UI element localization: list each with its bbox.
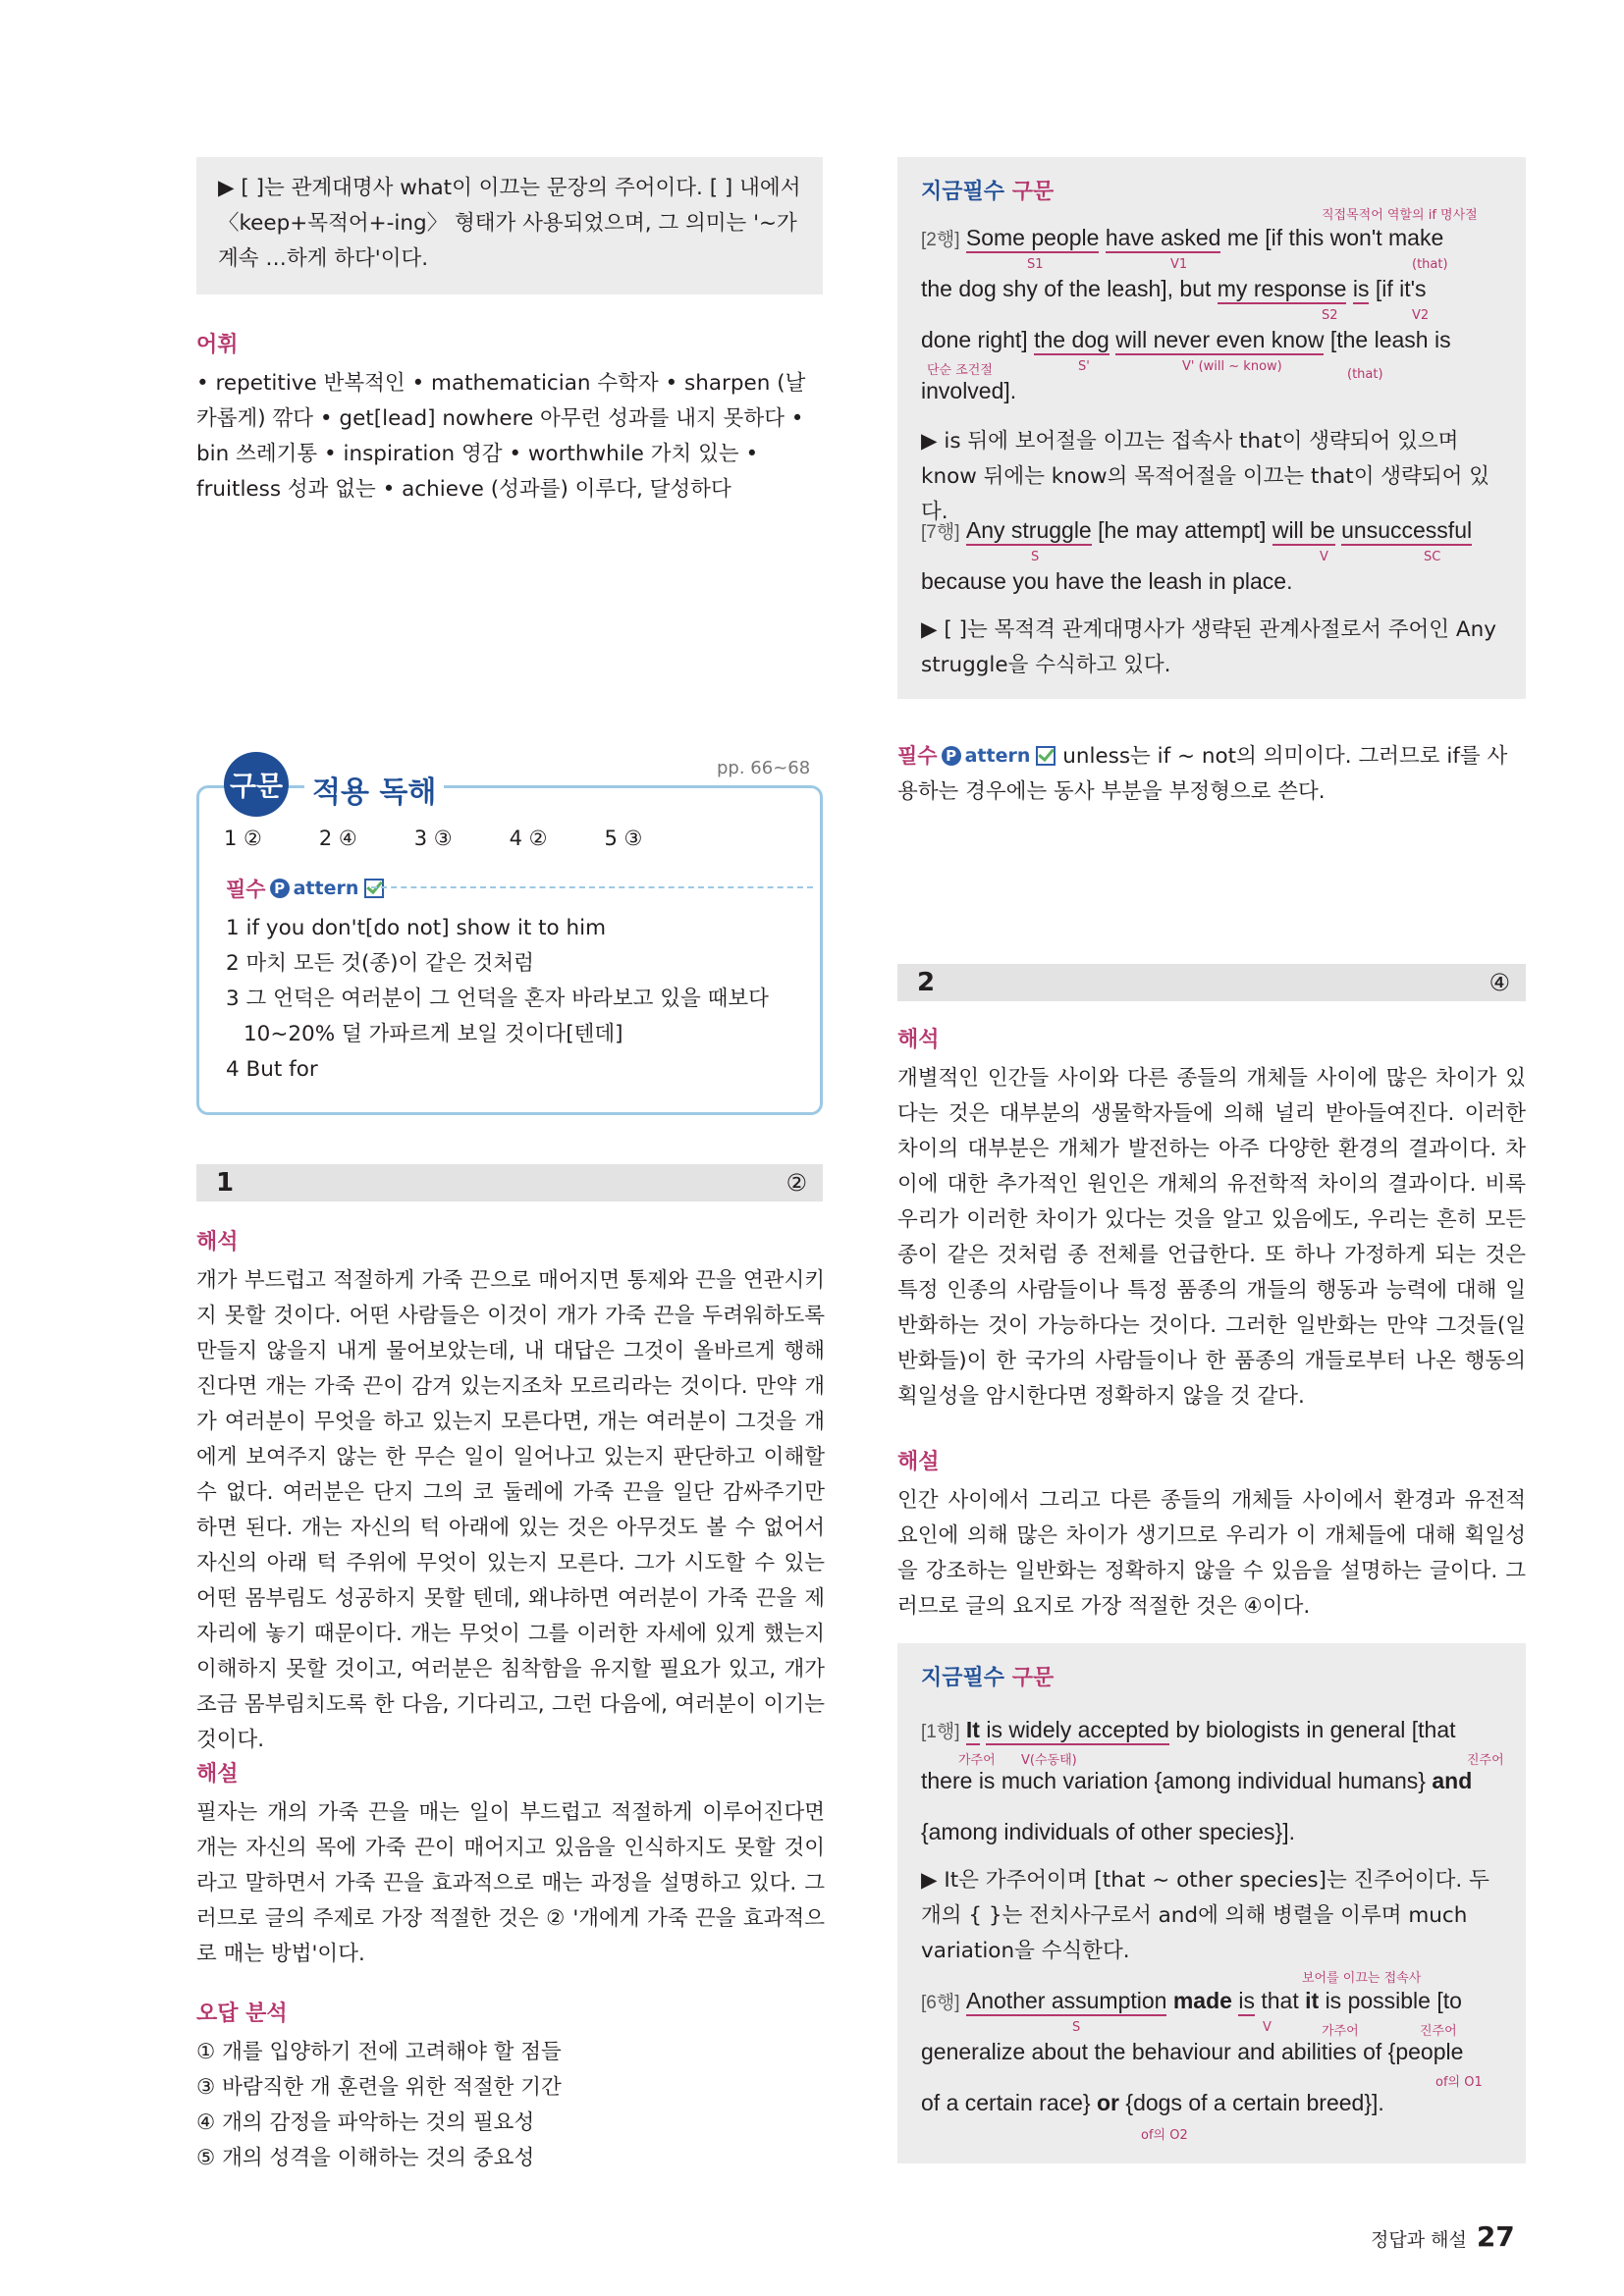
- box2-s1-line2: [921, 1755, 1510, 1806]
- s2-sc: unsuccessful: [1341, 517, 1472, 546]
- box1-s1-comment: ▶ is 뒤에 보어절을 이끄는 접속사 that이 생략되어 있으며 know 뒤에는 know의 목적어절을 이끄는 that이 생략되어 있다.: [921, 429, 1489, 524]
- annot-of1: of의 O1: [1435, 2075, 1483, 2090]
- b2s2-part: generalize about the behaviour and abilities of: [921, 2039, 1382, 2064]
- apply-answer: 4 ②: [509, 827, 548, 850]
- apply-answer: 5 ③: [604, 827, 643, 850]
- q2-trans-text: 개별적인 인간들 사이와 다른 종들의 개체들 사이에 많은 차이가 있다는 것은 대부분의 생물학자들에 의해 널리 받아들여진다. 이러한 차이의 대부분은 개체가 발전하는 아주 다양한 환경의 결과이다. 차이에 대한 추가적인 원인은 개체의 유전학적 차이의 결과이다. 비록 우리가 이러한 차이가 있다는 것을 알고 있음에도, 우리는 흔히 모든 종이 같은 것처럼 종 전체를 언급한다. 또 하나 가정하게 되는 것은 특정 인종의 사람들이나 특정 품종의 개들의 행동과 능력에 대해 일반화하는 것이 가능하다는 것이다. 그러한 일반화는 만약 그것들(일반화들)이 한 국가의 사람들이나 한 품종의 개들로부터 나온 행동의 획일성을 암시한다면 정확하지 않을 것 같다.: [897, 1066, 1526, 1409]
- annot-cond: 단순 조건절: [927, 363, 993, 378]
- vocab-text: • repetitive 반복적인 • mathematician 수학자 • sharpen (날카롭게) 깎다 • get[lead] nowhere 아무런 성과를 내지 못하다 • bin 쓰레기통 • inspiration 영감 • worthwhile 가치 있는 • fruitless 성과 없는 • achieve (성과를) 이루다, 달성하다: [196, 371, 806, 502]
- b2s2-possible: is possible: [1325, 1988, 1431, 2013]
- sp-subject: the dog: [1034, 327, 1110, 355]
- b2-part: {among individual humans}: [1154, 1768, 1426, 1793]
- annot-v: V: [1263, 2020, 1272, 2035]
- pattern-word: attern: [293, 878, 359, 899]
- annot-that2: (that): [1347, 367, 1383, 382]
- q1-number: 1: [216, 1168, 235, 1198]
- q2-answer: ④: [1489, 969, 1510, 996]
- apply-items: [226, 911, 805, 1088]
- s1-verb: have asked: [1106, 225, 1221, 253]
- box1-s2-line1: [921, 505, 1510, 559]
- annot-jin: 진주어: [1467, 1753, 1504, 1768]
- q1-wrong-title: 오답 분석: [196, 2002, 288, 2026]
- syntax-title-a: 지금필수: [921, 1666, 1005, 1690]
- apply-answer: 1 ②: [224, 827, 262, 850]
- vp-verb: will never even know: [1115, 327, 1324, 355]
- pattern-label-text: 필수: [226, 878, 266, 901]
- q1-expl-title: 해설: [196, 1762, 239, 1787]
- left-note-box: [196, 157, 823, 294]
- b2s2-made: made: [1172, 1988, 1232, 2013]
- wrong-item: ④ 개의 감정을 파악하는 것의 필요성: [196, 2110, 535, 2135]
- syntax-box-2-title: [921, 1661, 1054, 1691]
- annot-that1: (that): [1412, 257, 1448, 272]
- line-ref: [6행]: [921, 1993, 960, 2013]
- annot-s: S: [1072, 2020, 1081, 2035]
- footer-label: 정답과 해설: [1371, 2229, 1467, 2251]
- right-pattern-text: unless는 if ~ not의 의미이다. 그러므로 if를 사용하는 경우에는 동사 부분을 부정형으로 쓴다.: [897, 744, 1508, 804]
- s2-subject: my response: [1218, 276, 1347, 304]
- apply-item: 3 그 언덕은 여러분이 그 언덕을 혼자 바라보고 있을 때보다: [226, 987, 769, 1011]
- b2s2-it: it: [1305, 1988, 1320, 2013]
- s1-part: done right]: [921, 327, 1028, 352]
- q1-expl-text: 필자는 개의 가죽 끈을 매는 일이 부드럽고 적절하게 이루어진다면 개는 자신의 목에 가죽 끈이 매어지고 있음을 인식하지도 못할 것이라고 말하면서 가죽 끈을 효과적으로 매는 과정을 설명하고 있다. 그러므로 글의 주제로 가장 적절한 것은 ② '개에게 가죽 끈을 효과적으로 매는 방법'이다.: [196, 1800, 825, 1966]
- wrong-item: ③ 바람직한 개 훈련을 위한 적절한 기간: [196, 2075, 562, 2100]
- q2-trans-title: 해석: [897, 1028, 940, 1052]
- q2-explanation: [897, 1445, 1526, 1625]
- b2s2-is: is: [1238, 1988, 1255, 2016]
- b2-verb: is widely accepted: [986, 1717, 1169, 1745]
- s2-v: will be: [1272, 517, 1335, 546]
- b2s2-part: {dogs of a certain breed}: [1125, 2090, 1373, 2115]
- q1-answer: ②: [785, 1169, 807, 1197]
- annot-jin: 진주어: [1420, 2024, 1457, 2039]
- b2s2-end: ].: [1372, 2090, 1384, 2115]
- vocab-section: [196, 328, 825, 507]
- b2s2-or: or: [1097, 2090, 1119, 2115]
- annot-sc: SC: [1424, 550, 1441, 564]
- annot-ga: 가주어: [1322, 2024, 1359, 2039]
- box1-s2-comment: ▶ [ ]는 목적격 관계대명사가 생략된 관계사절로서 주어인 Any struggle을 수식하고 있다.: [921, 617, 1496, 677]
- syntax-title-b: 구문: [1011, 180, 1055, 204]
- q2-header-bar: [897, 964, 1526, 1001]
- s1-object: me: [1226, 225, 1259, 250]
- apply-answers: [224, 827, 793, 850]
- apply-item: 4 But for: [226, 1057, 318, 1082]
- annot-bo: 보어를 이끄는 접속사: [1302, 1971, 1422, 1986]
- b2-it: It: [966, 1717, 980, 1745]
- q1-explanation: [196, 1757, 825, 1972]
- q1-translation: [196, 1225, 825, 1758]
- apply-pattern-label: [226, 874, 384, 903]
- apply-item: 1 if you don't[do not] show it to him: [226, 916, 607, 940]
- box2-s2-line2: [921, 2026, 1510, 2077]
- box2-s2-line3: [921, 2077, 1510, 2128]
- b2s2-part: {people: [1387, 2039, 1464, 2064]
- box2-s1-line3: {among individuals of other species}].: [921, 1819, 1296, 1844]
- b2s2-that: that: [1261, 1988, 1299, 2013]
- box2-s1-line1: [921, 1704, 1510, 1758]
- annot-v1: V1: [1170, 257, 1188, 272]
- right-pattern-label: [897, 738, 1056, 774]
- annot-ga: 가주어: [958, 1753, 996, 1768]
- annot-s1: S1: [1027, 257, 1044, 272]
- annot-sp: S': [1078, 359, 1090, 374]
- apply-pages: pp. 66~68: [717, 758, 811, 778]
- box1-s1-line3: [921, 314, 1510, 365]
- q2-expl-text: 인간 사이에서 그리고 다른 종들의 개체들 사이에서 환경과 유전적 요인에 의해 많은 차이가 생기므로 우리가 이 개체들에 대해 획일성을 강조하는 일반화는 정확하지 않을 수 있음을 설명하는 글이다. 그러므로 글의 요지로 가장 적절한 것은 ④이다.: [897, 1488, 1526, 1619]
- b2s2-to: [to: [1436, 1988, 1462, 2013]
- annot-s: S: [1031, 550, 1040, 564]
- s2-rel: [he may attempt]: [1098, 517, 1267, 543]
- pattern-p-icon: P: [942, 746, 961, 766]
- s1-part: the dog shy of the leash], but: [921, 276, 1212, 301]
- q1-trans-title: 해석: [196, 1230, 239, 1255]
- box1-s1-line4: involved].: [921, 378, 1017, 403]
- page-number: 27: [1476, 2220, 1515, 2253]
- b2s2-part: of a certain race}: [921, 2090, 1091, 2115]
- apply-title: 적용 독해: [304, 768, 444, 811]
- s1-part: [the leash is: [1329, 327, 1451, 352]
- checkbox-icon: [364, 879, 384, 898]
- syntax-title-a: 지금필수: [921, 180, 1005, 204]
- s2-verb: is: [1353, 276, 1370, 304]
- b2-part: by biologists in general [that: [1175, 1717, 1456, 1742]
- b2-part: there is much variation: [921, 1768, 1149, 1793]
- annot-if-clause: 직접목적어 역할의 if 명사절: [1322, 208, 1478, 223]
- pattern-word: attern: [964, 745, 1031, 767]
- vocab-title: 어휘: [196, 333, 239, 357]
- line-ref: [2행]: [921, 230, 960, 250]
- annot-vp: V' (will ~ know): [1182, 359, 1282, 374]
- apply-item: 2 마치 모든 것(종)이 같은 것처럼: [226, 951, 534, 976]
- annot-v-passive: V(수동태): [1021, 1753, 1077, 1768]
- apply-answer: 2 ④: [318, 827, 357, 850]
- pattern-divider: [371, 886, 813, 888]
- q1-wrong-analysis: [196, 1997, 825, 2176]
- annot-of2: of의 O2: [1141, 2128, 1188, 2143]
- line-ref: [1행]: [921, 1722, 960, 1742]
- pattern-p-icon: P: [270, 879, 290, 898]
- annot-v2: V2: [1412, 308, 1430, 323]
- s2-s: Any struggle: [966, 517, 1092, 546]
- page-footer: [1371, 2220, 1515, 2253]
- q2-expl-title: 해설: [897, 1450, 940, 1474]
- apply-badge-label: 구문: [229, 770, 284, 802]
- annot-v: V: [1320, 550, 1328, 564]
- syntax-box-1-title: [921, 175, 1054, 205]
- b2s2-subject: Another assumption: [966, 1988, 1167, 2016]
- s1-clause: [if this won't make: [1265, 225, 1444, 250]
- pattern-label-text: 필수: [897, 744, 938, 768]
- q2-translation: [897, 1023, 1526, 1415]
- annot-s2: S2: [1322, 308, 1338, 323]
- checkbox-icon: [1036, 746, 1056, 766]
- apply-badge: [224, 752, 289, 817]
- q1-trans-text: 개가 부드럽고 적절하게 가죽 끈으로 매어지면 통제와 끈을 연관시키지 못할 것이다. 어떤 사람들은 이것이 개가 가죽 끈을 두려워하도록 만들지 않을지 내게 물어보았는데, 내 대답은 그것이 올바르게 행해진다면 개는 가죽 끈이 감겨 있는지조차 모르리라는 것이다. 만약 개가 여러분이 무엇을 하고 있는지 모른다면, 개는 여러분이 그것을 개에게 보여주지 않는 한 무슨 일이 일어나고 있는지 판단하고 이해할 수 없다. 여러분은 단지 그의 코 둘레에 가죽 끈을 일단 감싸주기만 하면 된다. 개는 자신의 턱 아래에 있는 것은 아무것도 볼 수 없어서 자신의 아래 턱 주위에 무엇이 있는지 모른다. 그가 시도할 수 있는 어떤 몸부림도 성공하지 못할 텐데, 왜냐하면 여러분이 가죽 끈을 제자리에 놓기 때문이다. 개는 무엇이 그를 이러한 자세에 있게 했는지 이해하지 못할 것이고, 여러분은 침착함을 유지할 필요가 있고, 개가 조금 몸부림치도록 한 다음, 기다리고, 그런 다음에, 여러분이 이기는 것이다.: [196, 1268, 825, 1752]
- s1-subject: Some people: [966, 225, 1100, 253]
- apply-item: 10~20% 덜 가파르게 보일 것이다[텐데]: [244, 1022, 623, 1046]
- box1-s2-line2: because you have the leash in place.: [921, 568, 1293, 594]
- left-note-text: ▶ [ ]는 관계대명사 what이 이끄는 문장의 주어이다. [ ] 내에서 〈keep+목적어+-ing〉 형태가 사용되었으며, 그 의미는 '~가 계속 …하게 하다'이다.: [218, 176, 801, 271]
- s1-part: [if it's: [1375, 276, 1427, 301]
- apply-answer: 3 ③: [413, 827, 453, 850]
- b2-and: and: [1432, 1768, 1473, 1793]
- wrong-item: ① 개를 입양하기 전에 고려해야 할 점들: [196, 2040, 562, 2064]
- q1-header-bar: [196, 1164, 823, 1201]
- line-ref: [7행]: [921, 522, 960, 543]
- right-pattern-note: [897, 738, 1526, 810]
- box2-s1-comment: ▶ It은 가주어이며 [that ~ other species]는 진주어이다. 두 개의 { }는 전치사구로서 and에 의해 병렬을 이루며 much variation을 수식한다.: [921, 1868, 1489, 1963]
- q2-number: 2: [917, 968, 936, 997]
- wrong-item: ⑤ 개의 성격을 이해하는 것의 중요성: [196, 2146, 535, 2170]
- box1-s1-line2: [921, 263, 1510, 314]
- syntax-title-b: 구문: [1011, 1666, 1055, 1690]
